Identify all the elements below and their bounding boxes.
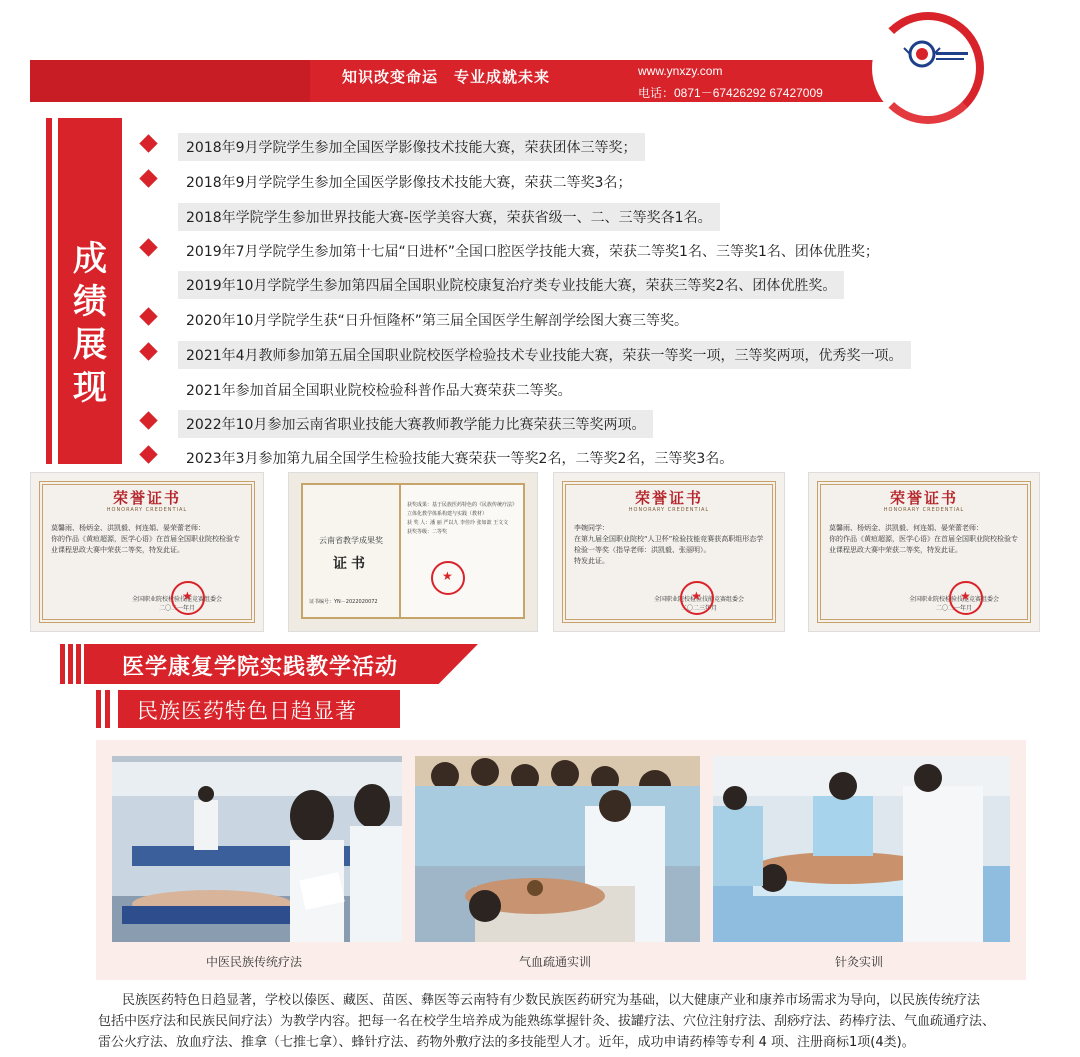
section-stripe — [68, 644, 73, 684]
description-paragraph — [98, 990, 1042, 1053]
photo-caption: 气血疏通实训 — [519, 955, 592, 969]
subsection-stripe — [105, 690, 110, 728]
header-band-accent — [30, 60, 310, 102]
certificate-subtitle: HONORARY CREDENTIAL — [106, 507, 188, 513]
seal-icon — [949, 581, 983, 615]
certificate-1 — [30, 472, 264, 632]
diamond-bullet-icon — [139, 169, 157, 187]
diamond-bullet-icon — [139, 411, 157, 429]
achievement-text: 2018年9月学院学生参加全国医学影像技术技能大赛，荣获团体三等奖； — [178, 133, 645, 161]
seal-icon — [431, 561, 465, 595]
seal-icon — [680, 581, 714, 615]
certificate-footer: 全国职业院校检验技能竞赛组委会 二〇二一年月 — [131, 596, 222, 612]
photo-qi-blood-training — [415, 756, 700, 942]
achievement-text: 2022年10月参加云南省职业技能大赛教师教学能力比赛荣获三等奖两项。 — [178, 410, 653, 438]
subsection-stripe — [96, 690, 101, 728]
diamond-bullet-icon — [139, 238, 157, 256]
diamond-bullet-icon — [139, 445, 157, 463]
paragraph-line: 包括中医疗法和民族民间疗法）为教学内容。把每一名在校学生培养成为能熟练掌握针灸、拔罐疗法、穴位注射疗法、刮痧疗法、药棒疗法、气血疏通疗法、 — [98, 1014, 996, 1029]
header-phone: 电话：0871－67426292 67427009 — [638, 86, 823, 100]
photo-caption: 中医民族传统疗法 — [206, 955, 303, 969]
certificate-content-page — [401, 483, 525, 619]
achievement-text: 2023年3月参加第九届全国学生检验技能大赛荣获一等奖2名，二等奖2名，三等奖3名。 — [186, 451, 734, 467]
seal-icon — [171, 581, 205, 615]
certificate-heading: 证书 — [333, 556, 369, 572]
achievement-text: 2018年9月学院学生参加全国医学影像技术技能大赛，荣获二等奖3名； — [186, 175, 632, 191]
header-slogan: 知识改变命运 专业成就未来 — [342, 68, 551, 86]
certificate-number: 证书编号：YN－2022020072 — [309, 599, 378, 605]
certificate-subtitle: HONORARY CREDENTIAL — [628, 507, 710, 513]
section-stripe — [60, 644, 65, 684]
achievements-title: 成绩展现 — [73, 239, 107, 408]
header-website[interactable]: www.ynxzy.com — [638, 64, 723, 78]
certificate-footer: 全国职业院校检验技能竞赛组委会 二〇二三年月 — [653, 596, 744, 612]
subsection-title: 民族医药特色日趋显著 — [137, 699, 357, 723]
certificate-body: 李婉同学： 在第九届全国职业院校“人卫杯”检验技能竞赛获高职组形态学检验一等奖（指导老师：洪凯毅、张丽明）。 特发此证。 — [574, 524, 764, 565]
certificate-award-name: 云南省教学成果奖 — [319, 536, 383, 545]
section-stripe — [76, 644, 81, 684]
achievement-text: 2018年学院学生参加世界技能大赛-医学美容大赛，荣获省级一、二、三等奖各1名。 — [178, 203, 720, 231]
achievement-text: 2020年10月学院学生获“日升恒隆杯”第三届全国医学生解剖学绘图大赛三等奖。 — [186, 313, 688, 329]
paragraph-line: 雷公火疗法、放血疗法、推拿（七推七拿）、蜂针疗法、药物外敷疗法的多技能型人才。近年，成功申请药棒等专利 4 项、注册商标1项(4类)。 — [98, 1035, 915, 1050]
certificate-footer: 全国职业院校检验技能竞赛组委会 二〇二一年月 — [908, 596, 999, 612]
diamond-bullet-icon — [139, 307, 157, 325]
photo-caption: 针灸实训 — [835, 955, 884, 969]
achievement-text: 2019年10月学院学生参加第四届全国职业院校康复治疗类专业技能大赛，荣获三等奖2名、团体优胜奖。 — [178, 271, 844, 299]
photo-acupuncture-training — [713, 756, 1010, 942]
diamond-bullet-icon — [139, 342, 157, 360]
achievement-text: 2019年7月学院学生参加第十七届“日进杯”全国口腔医学技能大赛，荣获二等奖1名、三等奖1名、团体优胜奖； — [186, 244, 879, 260]
college-emblem-icon — [900, 30, 970, 90]
achievement-text: 2021年4月教师参加第五届全国职业院校医学检验技术专业技能大赛，荣获一等奖一项，三等奖两项，优秀奖一项。 — [178, 341, 911, 369]
certificate-subtitle: HONORARY CREDENTIAL — [883, 507, 965, 513]
achievement-text: 2021年参加首届全国职业院校检验科普作品大赛荣获二等奖。 — [186, 383, 572, 399]
certificate-details: 获奖成果：基于民族医药特色的《民族传统疗法》立体化教学体系构建与实践（教材） 获 奖 人：潘 丽 严以九 李佳玲 张如歆 王文文 获奖等级：二等奖 — [407, 502, 518, 535]
certificate-2 — [288, 472, 538, 632]
certificate-title: 荣誉证书 — [889, 489, 958, 507]
certificate-title: 荣誉证书 — [112, 489, 181, 507]
certificate-3 — [553, 472, 785, 632]
paragraph-line: 民族医药特色日趋显著，学校以傣医、藏医、苗医、彝医等云南特有少数民族医药研究为基础，以大健康产业和康养市场需求为导向，以民族传统疗法 — [122, 993, 981, 1008]
certificate-body: 莫馨雨、杨炳金、洪凯毅、何连娟、晏荣蕾老师： 你的作品《黄疸超源，医学心语》在首届全国职业院校检验专业课程思政大赛中荣获二等奖，特发此证。 — [51, 524, 240, 554]
diamond-bullet-icon — [139, 134, 157, 152]
section-title: 医学康复学院实践教学活动 — [122, 655, 399, 680]
certificate-4 — [808, 472, 1040, 632]
certificate-title: 荣誉证书 — [634, 489, 703, 507]
photo-tcm-therapy — [112, 756, 402, 942]
certificate-body: 莫馨雨、杨炳金、洪凯毅、何连娟、晏荣蕾老师： 你的作品《黄疸超源，医学心语》在首届全国职业院校检验专业课程思政大赛中荣获二等奖，特发此证。 — [829, 524, 1018, 554]
certificate-cover — [301, 483, 401, 619]
